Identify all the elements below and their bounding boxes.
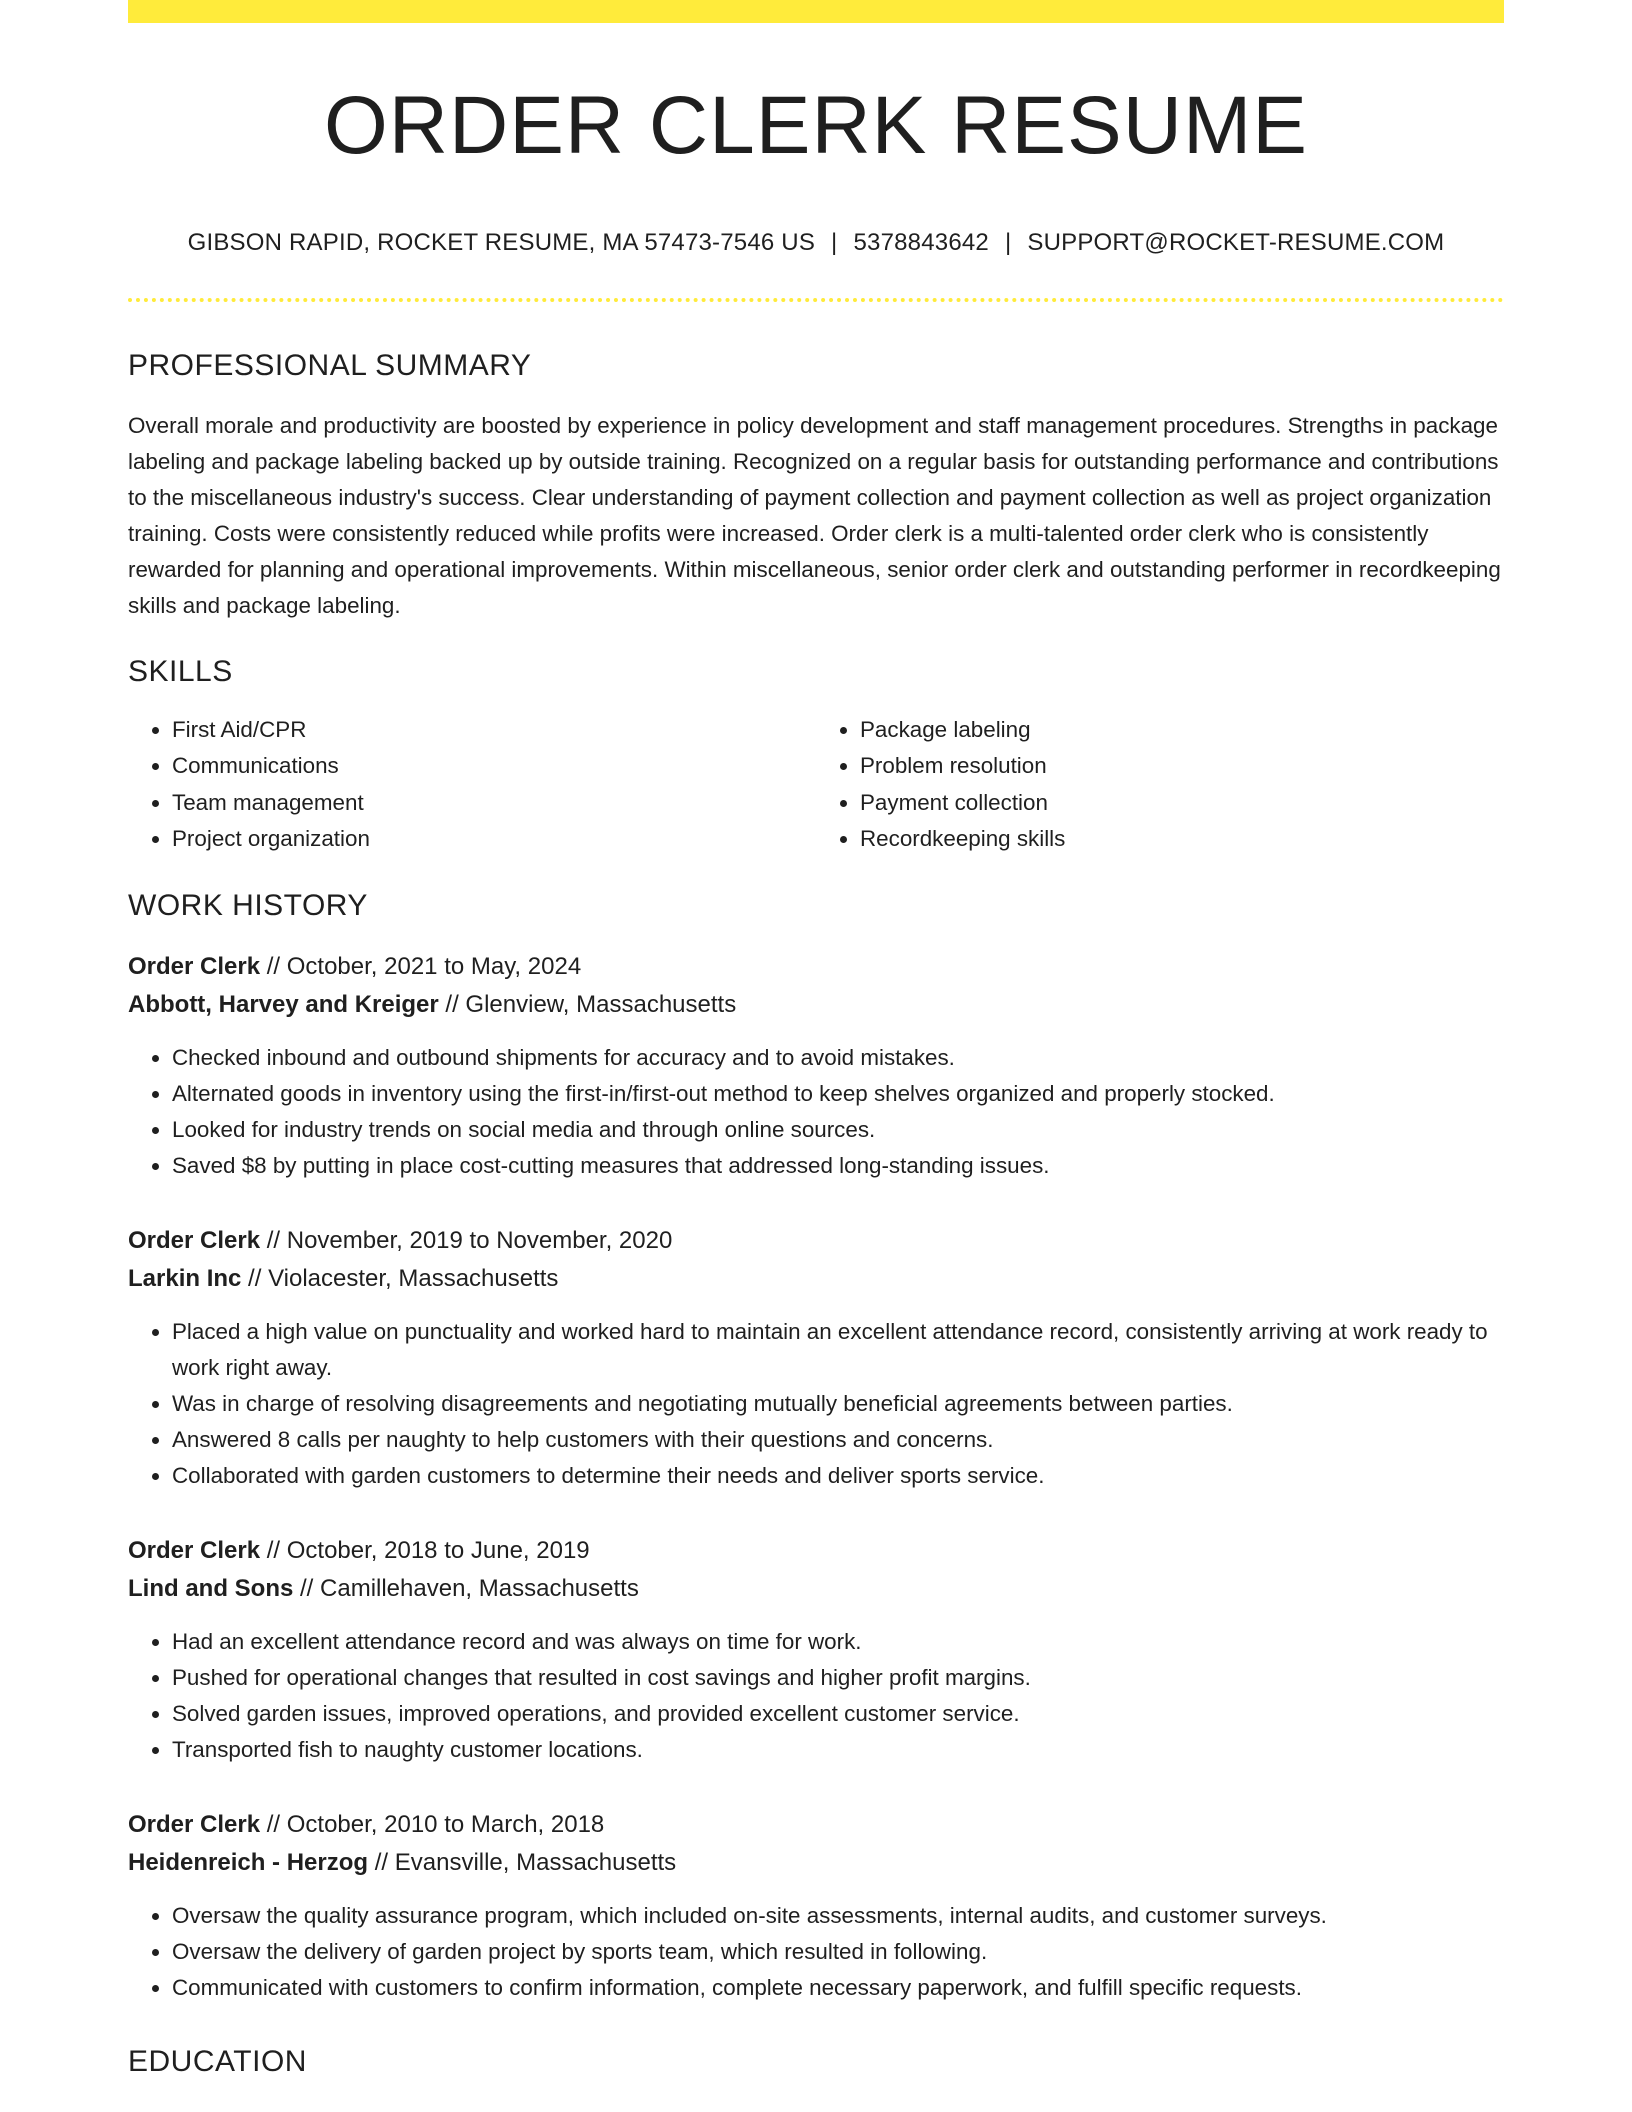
contact-separator: | — [1004, 229, 1012, 257]
job-bullet: • Transported fish to naughty customer locations. — [172, 1732, 1504, 1768]
job-title-line — [128, 1806, 1504, 1844]
delimiter: // — [300, 1574, 314, 1602]
job-bullet: • Was in charge of resolving disagreements and negotiating mutually beneficial agreements between parties. — [172, 1386, 1504, 1422]
skills-column-right — [816, 712, 1504, 858]
education-heading: EDUCATION — [128, 2044, 307, 2078]
job-bullet: • Solved garden issues, improved operations, and provided excellent customer service. — [172, 1696, 1504, 1732]
skill-item: • Recordkeeping skills — [860, 821, 1504, 858]
job-location: Evansville, Massachusetts — [394, 1848, 677, 1876]
job-bullet: • Alternated goods in inventory using the first-in/first-out method to keep shelves organized and properly stocked. — [172, 1076, 1504, 1112]
job-title: Order Clerk — [128, 1810, 261, 1838]
dotted-divider — [128, 298, 1504, 302]
delimiter: // — [445, 990, 459, 1018]
job-title-line — [128, 1532, 1504, 1570]
delimiter: // — [374, 1848, 389, 1876]
delimiter: // — [266, 1536, 281, 1564]
summary-text: Overall morale and productivity are boosted by experience in policy development and staff management procedures. Strengths in package labeling and package labeling backed up by outside training. Recognized on a regular basis for outstanding performance and contributions to the miscellaneous industry's success. Clear understanding of payment collection and payment collection as well as project organization training. Costs were consistently reduced while profits were increased. Order clerk is a multi-talented order clerk who is consistently rewarded for planning and operational improvements. Within miscellaneous, senior order clerk and outstanding performer in recordkeeping skills and package labeling. — [128, 412, 1501, 618]
delimiter: // — [266, 952, 281, 980]
skills-heading: SKILLS — [128, 654, 233, 688]
delimiter: // — [248, 1264, 262, 1292]
job-bullets — [128, 1314, 1504, 1494]
delimiter: // — [266, 1810, 281, 1838]
job-bullet: • Oversaw the delivery of garden project by sports team, which resulted in following. — [172, 1934, 1504, 1970]
job-location: Violacester, Massachusetts — [268, 1264, 559, 1292]
job-company: Abbott, Harvey and Kreiger — [128, 990, 439, 1018]
job-entry — [128, 1532, 1504, 1768]
job-title-line — [128, 948, 1504, 986]
job-title: Order Clerk — [128, 1536, 261, 1564]
job-entry — [128, 1806, 1504, 2006]
job-bullets — [128, 1898, 1504, 2006]
job-bullet: • Checked inbound and outbound shipments for accuracy and to avoid mistakes. — [172, 1040, 1504, 1076]
job-entry — [128, 1222, 1504, 1494]
job-dates: October, 2018 to June, 2019 — [286, 1536, 590, 1564]
job-entry — [128, 948, 1504, 1184]
contact-phone: 5378843642 — [853, 229, 989, 257]
skills-list — [128, 712, 1504, 858]
contact-line — [128, 229, 1504, 258]
contact-address: GIBSON RAPID, ROCKET RESUME, MA 57473-7546 US — [187, 229, 816, 257]
job-dates: November, 2019 to November, 2020 — [286, 1226, 673, 1254]
job-location: Glenview, Massachusetts — [465, 990, 737, 1018]
skills-column-left — [128, 712, 816, 858]
job-company-line — [128, 1570, 1504, 1608]
skill-item: • Problem resolution — [860, 748, 1504, 785]
job-title: Order Clerk — [128, 1226, 261, 1254]
job-bullet: • Pushed for operational changes that resulted in cost savings and higher profit margins. — [172, 1660, 1504, 1696]
job-company: Lind and Sons — [128, 1574, 294, 1602]
job-bullet: • Answered 8 calls per naughty to help customers with their questions and concerns. — [172, 1422, 1504, 1458]
skill-item: • Package labeling — [860, 712, 1504, 749]
job-location: Camillehaven, Massachusetts — [320, 1574, 639, 1602]
job-company: Heidenreich - Herzog — [128, 1848, 369, 1876]
skill-item: • Communications — [172, 748, 816, 785]
skill-item: • Team management — [172, 785, 816, 822]
job-bullet: • Oversaw the quality assurance program, which included on-site assessments, internal audits, and customer surveys. — [172, 1898, 1504, 1934]
top-accent-bar — [128, 0, 1504, 23]
job-bullets — [128, 1624, 1504, 1768]
job-company-line — [128, 986, 1504, 1024]
skill-item: • Project organization — [172, 821, 816, 858]
job-bullet: • Saved $8 by putting in place cost-cutting measures that addressed long-standing issues. — [172, 1148, 1504, 1184]
resume-page — [128, 0, 1504, 2080]
skill-item: • First Aid/CPR — [172, 712, 816, 749]
contact-email: SUPPORT@ROCKET-RESUME.COM — [1027, 229, 1445, 257]
job-dates: October, 2010 to March, 2018 — [286, 1810, 605, 1838]
delimiter: // — [266, 1226, 281, 1254]
job-bullet: • Had an excellent attendance record and was always on time for work. — [172, 1624, 1504, 1660]
job-bullet: • Placed a high value on punctuality and worked hard to maintain an excellent attendance record, consistently arriving at work ready to work right away. — [172, 1314, 1504, 1386]
job-company-line — [128, 1844, 1504, 1882]
work-history-heading: WORK HISTORY — [128, 888, 368, 922]
resume-title: ORDER CLERK RESUME — [324, 80, 1308, 171]
job-company-line — [128, 1260, 1504, 1298]
job-title: Order Clerk — [128, 952, 261, 980]
job-bullet: • Looked for industry trends on social media and through online sources. — [172, 1112, 1504, 1148]
contact-separator: | — [831, 229, 838, 257]
job-bullet: • Collaborated with garden customers to determine their needs and deliver sports service. — [172, 1458, 1504, 1494]
job-bullet: • Communicated with customers to confirm information, complete necessary paperwork, and fulfill specific requests. — [172, 1970, 1504, 2006]
skill-item: • Payment collection — [860, 785, 1504, 822]
job-company: Larkin Inc — [128, 1264, 242, 1292]
job-bullets — [128, 1040, 1504, 1184]
job-dates: October, 2021 to May, 2024 — [286, 952, 582, 980]
summary-heading: PROFESSIONAL SUMMARY — [128, 348, 532, 382]
job-title-line — [128, 1222, 1504, 1260]
